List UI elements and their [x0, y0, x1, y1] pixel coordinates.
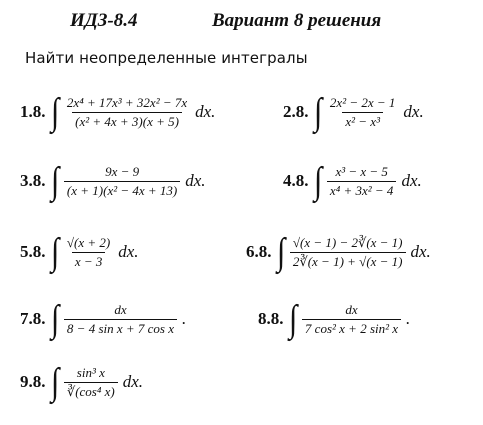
problem-2 [283, 93, 424, 131]
denominator: 2∛(x − 1) + √(x − 1) [290, 252, 406, 270]
integral-sign: ∫ [313, 91, 322, 133]
fraction [327, 164, 397, 199]
differential: . [406, 309, 411, 328]
denominator: 8 − 4 sin x + 7 cos x [64, 319, 177, 337]
problem-number: 7.8. [20, 309, 46, 328]
integral-sign: ∫ [50, 361, 59, 403]
integral-sign: ∫ [50, 160, 59, 202]
fraction [64, 365, 118, 400]
problem-number: 2.8. [283, 102, 309, 121]
denominator: x − 3 [72, 252, 106, 270]
numerator: dx [114, 301, 127, 317]
denominator: x⁴ + 3x² − 4 [327, 181, 397, 199]
document-title: ИДЗ-8.4 [70, 10, 138, 31]
numerator: sin³ x [76, 364, 105, 380]
problem-number: 3.8. [20, 171, 46, 190]
differential: dx. [401, 171, 422, 190]
fraction [302, 302, 401, 337]
numerator: √(x − 1) − 2∛(x − 1) [292, 234, 403, 250]
denominator: 7 cos² x + 2 sin² x [302, 319, 401, 337]
denominator: ∛(cos⁴ x) [64, 382, 118, 400]
fraction [64, 235, 113, 270]
fraction [327, 95, 398, 130]
problem-number: 9.8. [20, 372, 46, 391]
problem-6 [246, 233, 431, 271]
variant-title: Вариант 8 решения [212, 10, 382, 31]
problem-9 [20, 363, 143, 401]
differential: . [182, 309, 187, 328]
integral-sign: ∫ [276, 231, 285, 273]
differential: dx. [410, 242, 431, 261]
differential: dx. [185, 171, 206, 190]
numerator: dx [345, 301, 358, 317]
integral-sign: ∫ [50, 91, 59, 133]
problem-1 [20, 93, 215, 131]
differential: dx. [122, 372, 144, 391]
numerator: 2x⁴ + 17x³ + 32x² − 7x [66, 94, 188, 110]
numerator: √(x + 2) [66, 234, 111, 250]
integral-sign: ∫ [50, 231, 59, 273]
problem-number: 4.8. [283, 171, 309, 190]
fraction [64, 164, 180, 199]
problem-5 [20, 233, 139, 271]
integral-sign: ∫ [313, 160, 322, 202]
denominator: (x + 1)(x² − 4x + 13) [64, 181, 180, 199]
fraction [290, 235, 406, 270]
problem-number: 1.8. [20, 102, 46, 121]
problem-7 [20, 300, 186, 338]
problem-8 [258, 300, 410, 338]
fraction [64, 302, 177, 337]
denominator: (x² + 4x + 3)(x + 5) [72, 112, 182, 130]
problem-number: 6.8. [246, 242, 272, 261]
numerator: x³ − x − 5 [335, 163, 388, 179]
task-statement: Найти неопределенные интегралы [25, 49, 308, 67]
problem-3 [20, 162, 206, 200]
problem-number: 5.8. [20, 242, 46, 261]
fraction [64, 95, 190, 130]
differential: dx. [195, 102, 216, 121]
denominator: x² − x³ [342, 112, 383, 130]
integral-sign: ∫ [288, 298, 297, 340]
problem-number: 8.8. [258, 309, 284, 328]
problem-4 [283, 162, 422, 200]
numerator: 9x − 9 [105, 163, 140, 179]
numerator: 2x² − 2x − 1 [329, 94, 396, 110]
differential: dx. [118, 242, 139, 261]
differential: dx. [403, 102, 424, 121]
integral-sign: ∫ [50, 298, 59, 340]
